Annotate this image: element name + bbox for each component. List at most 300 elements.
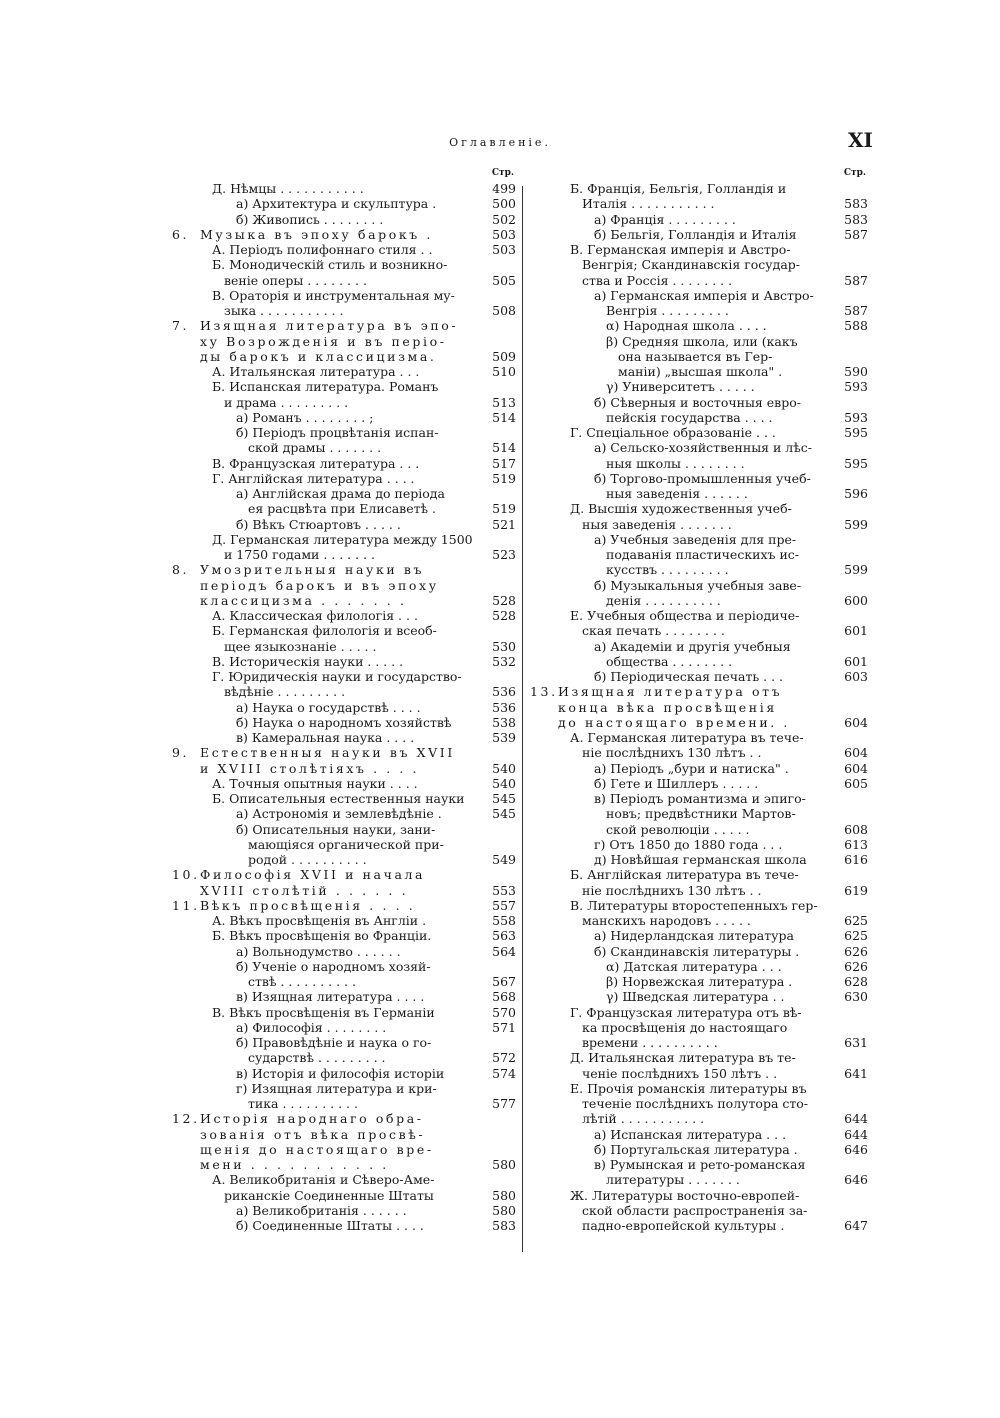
toc-entry-title — [172, 1020, 480, 1035]
toc-entry-title — [530, 1020, 834, 1035]
toc-entry-text: а) Сельско-хозяйственныя и лѣс- — [594, 440, 813, 456]
toc-page-number: 646 — [844, 1141, 868, 1157]
toc-page-number: 583 — [844, 196, 868, 212]
toc-entry-text: γ) Университетъ . . . . . — [606, 379, 755, 395]
toc-entry-text: В. Ораторія и инструментальная му- — [212, 287, 455, 303]
toc-entry-text: Е. Прочія романскія литературы въ — [570, 1080, 807, 1096]
toc-entry — [172, 1127, 516, 1142]
toc-entry-title — [530, 913, 834, 928]
toc-entry-title — [530, 227, 834, 242]
toc-entry-title — [172, 730, 480, 745]
toc-page-number: 530 — [492, 638, 516, 654]
toc-entry — [530, 593, 868, 608]
toc-entry-text: литературы . . . . . . . — [606, 1172, 740, 1188]
toc-entry-title — [172, 776, 480, 791]
toc-entry — [172, 944, 516, 959]
toc-entry-title — [530, 730, 834, 745]
toc-entry — [172, 196, 516, 211]
toc-entry-text: А. Точныя опытныя науки . . . . — [212, 775, 418, 791]
toc-entry-title — [530, 1188, 834, 1203]
toc-entry-title — [530, 318, 834, 333]
toc-entry-text: ства и Россія . . . . . . . . — [582, 272, 733, 288]
toc-entry-title — [530, 288, 834, 303]
toc-entry — [530, 440, 868, 455]
toc-entry-title — [172, 654, 480, 669]
toc-entry-text: Г. Французская литература отъ вѣ- — [570, 1004, 802, 1020]
toc-entry-text: денія . . . . . . . . . . — [606, 592, 721, 608]
toc-page-number: 519 — [492, 501, 516, 517]
toc-entry-title — [530, 1066, 834, 1081]
toc-entry — [530, 501, 868, 516]
toc-entry-text: манскихъ народовъ . . . . . — [582, 913, 751, 928]
toc-entry — [530, 1218, 868, 1233]
toc-entry — [530, 1203, 868, 1218]
toc-entry-title — [530, 898, 834, 913]
toc-entry-title — [530, 1035, 834, 1050]
toc-entry — [172, 318, 516, 333]
toc-entry-text: ченіе послѣднихъ 150 лѣтъ . . — [582, 1065, 778, 1081]
toc-entry — [530, 837, 868, 852]
toc-page-number: 538 — [492, 714, 516, 730]
toc-entry — [530, 608, 868, 623]
toc-entry-list — [172, 181, 516, 1233]
toc-entry-text: родой . . . . . . . . . . — [248, 852, 367, 867]
toc-entry — [530, 227, 868, 242]
toc-entry — [530, 242, 868, 257]
toc-entry — [172, 898, 516, 913]
toc-entry-text: подаванія пластическихъ ис- — [606, 547, 799, 562]
toc-entry-title — [172, 1096, 480, 1111]
toc-entry-title — [172, 273, 480, 288]
toc-page-number: 536 — [492, 684, 516, 700]
toc-entry-title — [530, 1203, 834, 1218]
toc-page-number: 593 — [844, 409, 868, 425]
toc-entry-title — [172, 806, 480, 821]
toc-right-column — [530, 168, 868, 1233]
toc-entry-text: В. Вѣкъ просвѣщенія въ Германіи — [212, 1004, 435, 1020]
toc-entry-title — [172, 791, 480, 806]
toc-entry — [172, 745, 516, 760]
toc-entry-text: тика . . . . . . . . . . — [248, 1096, 358, 1111]
toc-entry — [530, 761, 868, 776]
toc-entry-text: Е. Учебныя общества и періодиче- — [570, 608, 800, 623]
toc-entry — [172, 1203, 516, 1218]
toc-entry-text: в) Румынская и рето-романская — [594, 1157, 806, 1172]
toc-entry-title — [172, 928, 480, 943]
toc-entry — [530, 913, 868, 928]
toc-section-number: 6. — [172, 226, 190, 242]
toc-entry — [530, 1005, 868, 1020]
toc-page-number: 500 — [492, 196, 516, 212]
toc-entry-title — [530, 928, 834, 943]
toc-entry-title — [172, 837, 480, 852]
toc-entry-title — [530, 1005, 834, 1020]
toc-entry-text: Философія XVII и начала — [200, 867, 426, 883]
toc-entry-text: классицизма . . . . . . . — [200, 592, 407, 608]
toc-entry — [172, 883, 516, 898]
toc-page-number: 553 — [492, 882, 516, 898]
toc-entry — [530, 974, 868, 989]
toc-entry-text: Д. Итальянская литература въ те- — [570, 1050, 796, 1066]
toc-entry — [172, 486, 516, 501]
toc-page-number: 509 — [492, 348, 516, 364]
toc-page-number: 549 — [492, 852, 516, 867]
toc-entry-text: общества . . . . . . . . — [606, 653, 733, 669]
toc-page-number: 605 — [844, 775, 868, 791]
toc-entry-title — [530, 761, 834, 776]
toc-entry — [172, 700, 516, 715]
toc-page-number: 519 — [492, 470, 516, 486]
toc-entry-text: в) Періодъ романтизма и эпиго- — [594, 791, 806, 806]
toc-entry-text: времени . . . . . . . . . . — [582, 1035, 718, 1050]
toc-left-column — [172, 168, 516, 1233]
toc-entry — [172, 242, 516, 257]
toc-entry-title — [172, 898, 480, 913]
toc-entry-text: ской области распространенія за- — [582, 1202, 808, 1218]
toc-entry-title — [530, 578, 834, 593]
toc-entry-text: Изящная литература отъ — [558, 684, 783, 700]
toc-entry-title — [172, 1111, 480, 1126]
toc-entry-text: и драма . . . . . . . . . — [224, 394, 349, 410]
toc-entry-text: щее языкознаніе . . . . . — [224, 638, 377, 654]
toc-entry-text: А. Великобританія и Сѣверо-Аме- — [212, 1172, 435, 1188]
toc-entry — [530, 318, 868, 333]
toc-entry-title — [530, 989, 834, 1004]
toc-entry — [172, 715, 516, 730]
toc-page-number: 601 — [844, 653, 868, 669]
toc-page-number: 616 — [844, 852, 868, 867]
toc-entry-text: б) Гете и Шиллеръ . . . . . — [594, 775, 759, 791]
toc-entry-text: б) Сѣверныя и восточныя евро- — [594, 394, 801, 410]
toc-entry-title — [530, 700, 834, 715]
toc-entry-title — [172, 303, 480, 318]
toc-page-number: 539 — [492, 730, 516, 745]
toc-page-number: 528 — [492, 608, 516, 623]
toc-entry — [172, 989, 516, 1004]
toc-entry-text: а) Великобританія . . . . . . — [236, 1202, 407, 1218]
toc-entry-title — [172, 425, 480, 440]
toc-entry-text: мающіяся органической при- — [248, 836, 444, 852]
toc-entry — [530, 578, 868, 593]
toc-entry-title — [530, 334, 834, 349]
toc-page-number: 567 — [492, 974, 516, 989]
toc-page-number: 641 — [844, 1065, 868, 1081]
toc-entry-title — [530, 1111, 834, 1126]
toc-entry-title — [172, 1203, 480, 1218]
toc-entry-title — [530, 1127, 834, 1142]
toc-entry-title — [530, 883, 834, 898]
toc-entry-title — [530, 303, 834, 318]
toc-entry-text: Г. Юридическія науки и государство- — [212, 669, 462, 684]
toc-entry-title — [530, 547, 834, 562]
toc-entry-text: теченіе послѣднихъ полутора сто- — [582, 1096, 809, 1111]
toc-entry-text: а) Періодъ „бури и натиска" . — [594, 760, 789, 776]
toc-entry — [530, 959, 868, 974]
toc-entry-title — [172, 410, 480, 425]
toc-page-number: 545 — [492, 791, 516, 806]
toc-page-number: 604 — [844, 745, 868, 761]
toc-entry-title — [530, 745, 834, 760]
toc-entry-text: Д. Высшія художественныя учеб- — [570, 501, 792, 517]
toc-entry-title — [172, 456, 480, 471]
toc-entry — [530, 822, 868, 837]
toc-entry-title — [172, 501, 480, 516]
toc-entry-text: риканскіе Соединенные Штаты — [224, 1187, 434, 1203]
toc-entry-title — [530, 974, 834, 989]
toc-entry-text: Г. Англійская литература . . . . — [212, 470, 415, 486]
toc-entry — [172, 578, 516, 593]
toc-entry-text: до настоящаго времени. . — [558, 714, 790, 730]
toc-entry — [172, 822, 516, 837]
toc-page-number: 599 — [844, 516, 868, 532]
toc-entry-title — [172, 1005, 480, 1020]
toc-section-number: 10. — [172, 867, 200, 883]
toc-entry-title — [172, 532, 480, 547]
toc-page-number: 619 — [844, 882, 868, 898]
toc-entry-title — [530, 593, 834, 608]
toc-entry — [530, 1127, 868, 1142]
toc-entry-title — [530, 181, 834, 196]
toc-entry-title — [172, 212, 480, 227]
toc-entry — [172, 1066, 516, 1081]
toc-entry-title — [530, 196, 834, 211]
toc-entry — [530, 989, 868, 1004]
toc-entry — [172, 654, 516, 669]
toc-entry-text: пейскія государства . . . . — [606, 409, 773, 425]
toc-page-number: 514 — [492, 409, 516, 425]
toc-entry-title — [172, 1157, 480, 1172]
toc-entry-title — [530, 517, 834, 532]
toc-entry-title — [530, 242, 834, 257]
toc-entry — [530, 410, 868, 425]
toc-page-number: 502 — [492, 211, 516, 227]
toc-entry-title — [530, 212, 834, 227]
toc-entry — [172, 928, 516, 943]
toc-entry-text: падно-европейской культуры . — [582, 1218, 785, 1233]
toc-entry-text: маніи) „высшая школа" . — [618, 364, 783, 379]
toc-page-number: 545 — [492, 806, 516, 822]
toc-entry-text: ныя школы . . . . . . . . — [606, 455, 745, 471]
toc-entry-text: а) Франція . . . . . . . . . — [594, 211, 736, 227]
toc-entry — [172, 257, 516, 272]
toc-entry-text: Б. Монодическій стиль и возникно- — [212, 257, 448, 273]
toc-entry — [172, 517, 516, 532]
toc-entry-title — [172, 761, 480, 776]
toc-entry — [530, 1188, 868, 1203]
toc-entry — [530, 425, 868, 440]
toc-page-number: 503 — [492, 242, 516, 257]
toc-entry-text: д) Новѣйшая германская школа — [594, 852, 807, 867]
toc-entry — [172, 867, 516, 882]
toc-entry-title — [530, 440, 834, 455]
toc-entry-title — [172, 486, 480, 501]
toc-entry-text: б) Ученіе о народномъ хозяй- — [236, 958, 431, 974]
toc-entry-title — [530, 867, 834, 882]
toc-entry — [530, 471, 868, 486]
toc-entry-text: мени . . . . . . . . . . . — [200, 1157, 389, 1172]
toc-entry — [530, 1020, 868, 1035]
toc-entry-title — [172, 257, 480, 272]
toc-entry-title — [172, 349, 480, 364]
toc-entry-title — [172, 852, 480, 867]
toc-entry-text: а) Нидерландская литература — [594, 928, 794, 944]
toc-section-number: 9. — [172, 745, 190, 761]
toc-entry — [530, 1172, 868, 1187]
toc-page-number: 608 — [844, 821, 868, 837]
toc-entry-text: Б. Вѣкъ просвѣщенія во Франціи. — [212, 928, 432, 944]
toc-entry-text: α) Датская литература . . . — [606, 958, 782, 974]
toc-entry-text: б) Правовѣдѣніе и наука о го- — [236, 1035, 432, 1050]
toc-page-number: 593 — [844, 379, 868, 395]
toc-entry-title — [530, 715, 834, 730]
toc-entry — [530, 532, 868, 547]
column-divider — [522, 186, 523, 1252]
page-column-label: Стр. — [491, 168, 514, 178]
toc-page-number: 558 — [492, 913, 516, 928]
toc-entry-text: и 1750 годами . . . . . . . — [224, 547, 375, 562]
toc-page-number: 644 — [844, 1126, 868, 1142]
toc-section-number: 7. — [172, 318, 190, 334]
toc-entry-text: ка просвѣщенія до настоящаго — [582, 1019, 788, 1035]
toc-page-number: 587 — [844, 272, 868, 288]
toc-entry — [172, 1172, 516, 1187]
toc-page-number: 521 — [492, 516, 516, 532]
toc-entry — [172, 379, 516, 394]
toc-entry-title — [172, 242, 480, 257]
toc-entry-title — [530, 1081, 834, 1096]
toc-entry — [530, 791, 868, 806]
toc-entry-text: Б. Англійская литература въ тече- — [570, 867, 799, 883]
toc-entry-title — [172, 1066, 480, 1081]
toc-entry-title — [530, 639, 834, 654]
toc-entry-title — [172, 562, 480, 577]
toc-entry — [530, 196, 868, 211]
toc-entry-title — [172, 395, 480, 410]
toc-entry — [530, 776, 868, 791]
toc-entry-title — [172, 379, 480, 394]
toc-page-number: 603 — [844, 669, 868, 684]
toc-entry — [530, 1142, 868, 1157]
toc-entry-text: щенія до настоящаго вре- — [200, 1141, 434, 1157]
toc-entry-text: β) Норвежская литература . — [606, 974, 793, 989]
toc-entry-title — [172, 1142, 480, 1157]
toc-entry-text: б) Скандинавскія литературы . — [594, 943, 800, 959]
toc-entry-text: а) Испанская литература . . . — [594, 1126, 787, 1142]
toc-entry — [172, 212, 516, 227]
toc-page-number: 595 — [844, 425, 868, 440]
toc-entry-title — [530, 410, 834, 425]
toc-entry — [530, 1157, 868, 1172]
toc-entry — [172, 1188, 516, 1203]
toc-entry-text: Изящная литература въ эпо- — [200, 318, 459, 334]
toc-entry-title — [530, 837, 834, 852]
toc-page-number: 499 — [492, 181, 516, 196]
toc-page-number: 580 — [492, 1202, 516, 1218]
toc-entry-text: а) Учебныя заведенія для пре- — [594, 531, 797, 547]
toc-entry — [172, 761, 516, 776]
toc-entry — [172, 440, 516, 455]
toc-entry — [530, 745, 868, 760]
toc-entry — [172, 471, 516, 486]
toc-entry-text: б) Торгово-промышленныя учеб- — [594, 470, 811, 486]
toc-page-number: 613 — [844, 836, 868, 852]
toc-entry-title — [172, 913, 480, 928]
toc-entry-text: б) Періодъ процвѣтанія испан- — [236, 425, 439, 440]
toc-entry-text: сударствѣ . . . . . . . . . — [248, 1050, 386, 1066]
toc-entry — [172, 501, 516, 516]
toc-entry-text: Естественныя науки въ XVII — [200, 745, 455, 761]
toc-entry — [172, 776, 516, 791]
toc-page-number: 571 — [492, 1019, 516, 1035]
toc-entry — [172, 730, 516, 745]
toc-page-number: 510 — [492, 364, 516, 379]
toc-entry-text: а) Астрономія и землевѣдѣніе . — [236, 806, 442, 822]
toc-entry — [530, 654, 868, 669]
toc-page-number: 540 — [492, 760, 516, 776]
toc-entry-text: ніе послѣднихъ 130 лѣтъ . . — [582, 882, 762, 898]
toc-page-number: 572 — [492, 1050, 516, 1066]
toc-entry-title — [530, 501, 834, 516]
toc-page-number: 596 — [844, 486, 868, 501]
toc-page-number: 587 — [844, 303, 868, 318]
toc-page-number: 577 — [492, 1096, 516, 1111]
toc-page-number: 568 — [492, 989, 516, 1005]
toc-entry — [172, 623, 516, 638]
toc-entry-title — [530, 669, 834, 684]
toc-entry — [172, 593, 516, 608]
toc-entry-text: ху Возрожденія и въ періо- — [200, 333, 447, 349]
toc-page-number: 604 — [844, 760, 868, 776]
toc-entry-title — [530, 1096, 834, 1111]
toc-entry-text: Вѣкъ просвѣщенія . . . . — [200, 897, 416, 913]
toc-entry-title — [172, 1050, 480, 1065]
toc-page-number: 505 — [492, 272, 516, 288]
toc-entry-text: зованія отъ вѣка просвѣ- — [200, 1126, 426, 1142]
toc-entry-text: б) Описательныя науки, зани- — [236, 821, 436, 837]
toc-entry-title — [530, 257, 834, 272]
toc-entry — [530, 562, 868, 577]
toc-entry-text: б) Португальская литература . — [594, 1141, 798, 1157]
toc-entry-text: Умозрительныя науки въ — [200, 562, 425, 578]
toc-entry-text: б) Соединенные Штаты . . . . — [236, 1218, 424, 1233]
toc-entry-text: Исторія народнаго обра- — [200, 1111, 424, 1127]
toc-entry-text: а) Архитектура и скульптура . — [236, 196, 437, 212]
toc-entry-title — [530, 822, 834, 837]
toc-entry — [172, 425, 516, 440]
toc-entry-text: в) Камеральная наука . . . . — [236, 730, 415, 745]
toc-entry-title — [172, 517, 480, 532]
toc-entry-title — [172, 608, 480, 623]
toc-entry-text: В. Литературы второстепенныхъ гер- — [570, 897, 818, 913]
toc-page-number: 601 — [844, 623, 868, 639]
toc-entry-title — [530, 1157, 834, 1172]
toc-entry-title — [530, 1142, 834, 1157]
toc-entry — [172, 456, 516, 471]
toc-entry — [530, 700, 868, 715]
toc-entry — [530, 1081, 868, 1096]
toc-entry — [172, 608, 516, 623]
toc-page-number: 644 — [844, 1111, 868, 1127]
toc-entry-text: новъ; предвѣстники Мартов- — [606, 806, 796, 822]
toc-entry-text: періодъ барокъ и въ эпоху — [200, 577, 439, 593]
toc-entry-title — [172, 1035, 480, 1050]
toc-entry-text: Венгрія; Скандинавскія государ- — [582, 257, 801, 273]
toc-entry-title — [172, 578, 480, 593]
toc-entry-text: А. Германская литература въ тече- — [570, 730, 804, 745]
toc-entry — [530, 303, 868, 318]
toc-entry-title — [172, 547, 480, 562]
toc-entry — [530, 1066, 868, 1081]
